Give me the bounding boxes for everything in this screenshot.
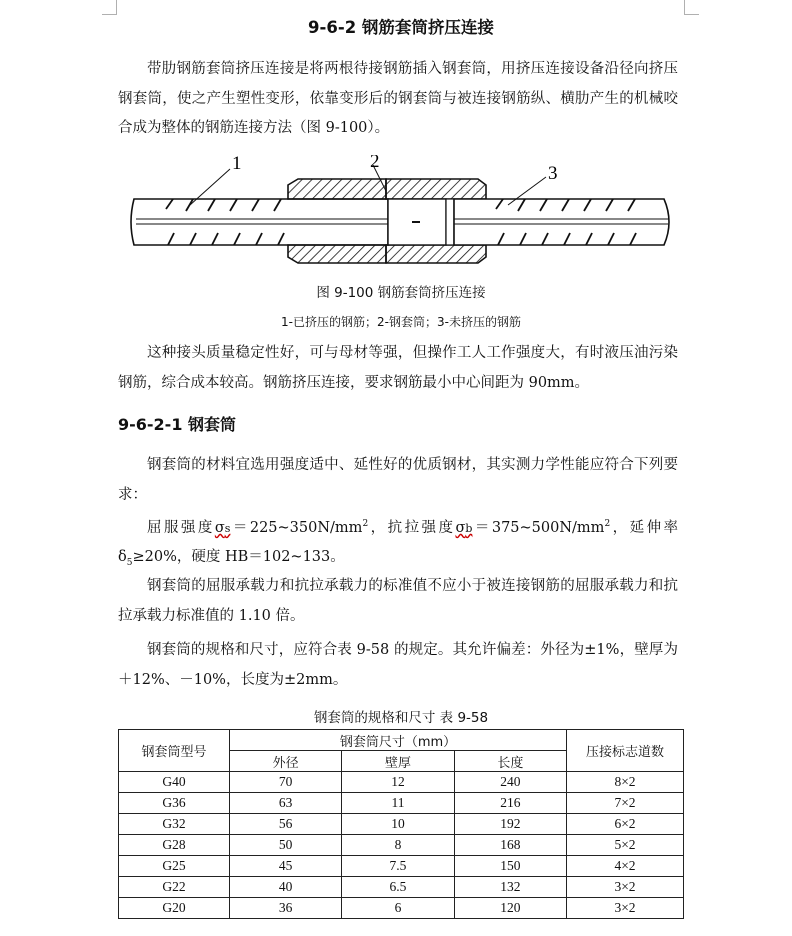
cell-marks: 5×2 — [567, 835, 684, 856]
header-model: 钢套筒型号 — [119, 730, 230, 772]
cell-outer-diameter: 45 — [230, 856, 342, 877]
figure-caption: 图 9-100 钢筋套筒挤压连接 — [316, 285, 486, 301]
table-row — [119, 793, 684, 814]
table-header-row — [119, 730, 684, 751]
tolerance-paragraph: 钢套筒的规格和尺寸，应符合表 9-58 的规定。其允许偏差：外径为±1%，壁厚为＋12%、－10%，长度为±2mm。 — [118, 642, 678, 688]
table-row — [119, 835, 684, 856]
header-dimensions: 钢套筒尺寸（mm） — [230, 730, 567, 751]
cell-length: 150 — [454, 856, 566, 877]
header-wall-thickness: 壁厚 — [342, 751, 454, 772]
capacity-paragraph: 钢套筒的屈服承载力和抗拉承载力的标准值不应小于被连接钢筋的屈服承载力和抗拉承载力标准值的 1.10 倍。 — [118, 578, 678, 624]
cell-wall-thickness: 6 — [342, 898, 454, 919]
page-corner-mark — [684, 0, 699, 15]
cell-length: 240 — [454, 772, 566, 793]
quality-paragraph: 这种接头质量稳定性好，可与母材等强，但操作工人工作强度大，有时液压油污染钢筋，综合成本较高。钢筋挤压连接，要求钢筋最小中心间距为 90mm。 — [118, 345, 678, 391]
cell-marks: 3×2 — [567, 898, 684, 919]
cell-marks: 8×2 — [567, 772, 684, 793]
intro-paragraph: 带肋钢筋套筒挤压连接是将两根待接钢筋插入钢套筒，用挤压连接设备沿径向挤压钢套筒，使之产生塑性变形，依靠变形后的钢套筒与被连接钢筋纵、横肋产生的机械咬合成为整体的钢筋连接方法（图 9-100）。 — [118, 61, 678, 136]
cell-wall-thickness: 6.5 — [342, 877, 454, 898]
cell-length: 168 — [454, 835, 566, 856]
cell-outer-diameter: 50 — [230, 835, 342, 856]
table-row — [119, 814, 684, 835]
cell-model: G22 — [119, 877, 230, 898]
cell-outer-diameter: 56 — [230, 814, 342, 835]
table-title: 钢套筒的规格和尺寸 表 9-58 — [313, 710, 489, 726]
cell-model: G20 — [119, 898, 230, 919]
section-title: 9-6-2 钢筋套筒挤压连接 — [308, 18, 494, 37]
cell-model: G28 — [119, 835, 230, 856]
cell-model: G40 — [119, 772, 230, 793]
strength-paragraph: 屈服强度$\sigma s=225\sim 350N/mm^2$，抗拉强度$\sigma b=375\sim 500N/mm^2$，延伸率 $\delta_5\ge 20\%$，硬度 HB＝102~133。 — [118, 519, 679, 569]
header-marks: 压接标志道数 — [567, 730, 684, 772]
cell-outer-diameter: 63 — [230, 793, 342, 814]
subsection-title: 9-6-2-1 钢套筒 — [118, 415, 237, 434]
sleeve-connection-figure — [128, 155, 674, 270]
cell-marks: 3×2 — [567, 877, 684, 898]
cell-wall-thickness: 10 — [342, 814, 454, 835]
cell-model: G36 — [119, 793, 230, 814]
cell-length: 120 — [454, 898, 566, 919]
figure-label-1: 1 — [232, 155, 242, 174]
cell-wall-thickness: 12 — [342, 772, 454, 793]
figure-label-3: 3 — [548, 163, 558, 184]
cell-marks: 7×2 — [567, 793, 684, 814]
table-row — [119, 877, 684, 898]
cell-outer-diameter: 70 — [230, 772, 342, 793]
cell-length: 216 — [454, 793, 566, 814]
sleeve-spec-table — [118, 729, 684, 919]
cell-model: G25 — [119, 856, 230, 877]
table-row — [119, 898, 684, 919]
cell-length: 132 — [454, 877, 566, 898]
cell-wall-thickness: 8 — [342, 835, 454, 856]
cell-wall-thickness: 7.5 — [342, 856, 454, 877]
header-outer-diameter: 外径 — [230, 751, 342, 772]
cell-wall-thickness: 11 — [342, 793, 454, 814]
table-row — [119, 856, 684, 877]
header-length: 长度 — [454, 751, 566, 772]
cell-length: 192 — [454, 814, 566, 835]
cell-marks: 4×2 — [567, 856, 684, 877]
figure-label-2: 2 — [370, 155, 380, 172]
cell-outer-diameter: 40 — [230, 877, 342, 898]
cell-outer-diameter: 36 — [230, 898, 342, 919]
figure-legend: 1-已挤压的钢筋；2-钢套筒；3-未挤压的钢筋 — [281, 315, 521, 329]
cell-model: G32 — [119, 814, 230, 835]
table-row — [119, 772, 684, 793]
cell-marks: 6×2 — [567, 814, 684, 835]
material-paragraph: 钢套筒的材料宜选用强度适中、延性好的优质钢材，其实测力学性能应符合下列要求： — [118, 457, 678, 503]
page-corner-mark — [102, 0, 117, 15]
